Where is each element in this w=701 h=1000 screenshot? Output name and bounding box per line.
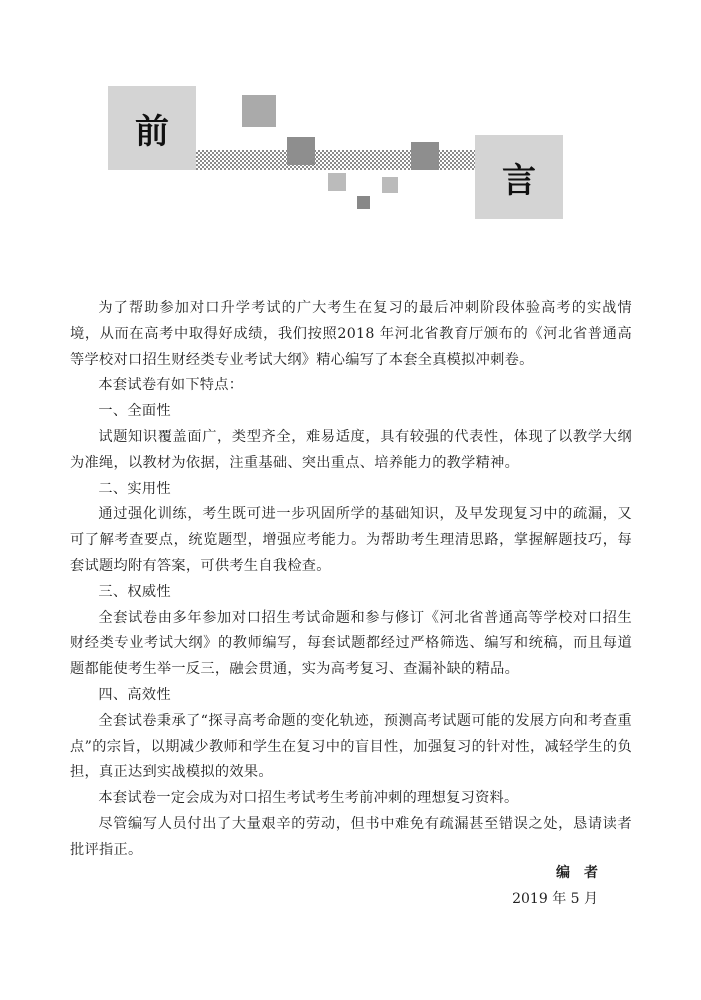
author-signature: 编 者 bbox=[556, 865, 598, 881]
deco-square bbox=[382, 177, 398, 193]
section-heading: 四、高效性 bbox=[98, 686, 171, 703]
paragraph: 本套试卷一定会成为对口招生考试考生考前冲刺的理想复习资料。 bbox=[98, 790, 519, 807]
heading-box-left bbox=[108, 86, 196, 170]
heading-box-right bbox=[475, 135, 563, 219]
signature-date: 2019 年 5 月 bbox=[512, 891, 598, 907]
deco-square bbox=[328, 173, 346, 191]
deco-square bbox=[287, 137, 315, 165]
paragraph: 本套试卷有如下特点： bbox=[98, 377, 244, 394]
deco-square bbox=[357, 196, 370, 209]
heading-char-left: 前 bbox=[135, 111, 169, 152]
paragraph: 尽管编写人员付出了大量艰辛的劳动，但书中难免有疏漏甚至错误之处，恳请读者批评指正。 bbox=[70, 815, 632, 858]
deco-square bbox=[242, 95, 276, 127]
paragraph: 全套试卷由多年参加对口招生考试命题和参与修订《河北省普通高等学校对口招生财经类专业考试大纲》的教师编写，每套试题都经过严格筛选、编写和统稿，而且每道题都能使考生举一反三，融会贯通，实为高考复习、查漏补缺的精品。 bbox=[70, 609, 632, 678]
section-heading: 三、权威性 bbox=[98, 583, 171, 600]
paragraph: 全套试卷秉承了“探寻高考命题的变化轨迹，预测高考试题可能的发展方向和考查重点”的宗旨，以期减少教师和学生在复习中的盲目性，加强复习的针对性，减轻学生的负担，真正达到实战模拟的效果。 bbox=[70, 712, 632, 781]
heading-char-right: 言 bbox=[502, 160, 536, 201]
deco-square bbox=[411, 142, 439, 170]
paragraph: 通过强化训练，考生既可进一步巩固所学的基础知识，及早发现复习中的疏漏，又可了解考查要点，统览题型，增强应考能力。为帮助考生理清思路，掌握解题技巧，每套试题均附有答案，可供考生自我检查。 bbox=[70, 506, 632, 574]
paragraph: 试题知识覆盖面广，类型齐全，难易适度，具有较强的代表性，体现了以教学大纲为准绳，以教材为依据，注重基础、突出重点、培养能力的教学精神。 bbox=[70, 428, 632, 471]
section-heading: 一、全面性 bbox=[98, 403, 171, 420]
paragraph: 为了帮助参加对口升学考试的广大考生在复习的最后冲刺阶段体验高考的实战情境，从而在高考中取得好成绩，我们按照2018 年河北省教育厅颁布的《河北省普通高等学校对口招生财经类专业考试大纲》精心编写了本套全真模拟冲刺卷。 bbox=[70, 300, 632, 368]
preface-body bbox=[70, 296, 632, 864]
section-heading: 二、实用性 bbox=[98, 480, 171, 497]
